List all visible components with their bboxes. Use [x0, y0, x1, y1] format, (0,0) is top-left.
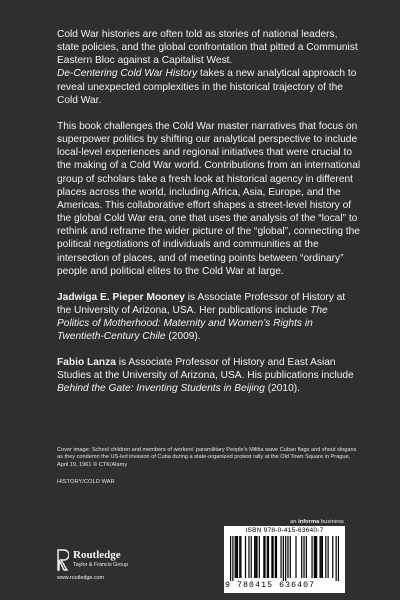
- barcode-bar: [322, 536, 323, 578]
- barcode-bar: [285, 536, 286, 581]
- barcode-bar: [272, 536, 273, 578]
- publisher-group: Taylor & Francis Group: [73, 562, 129, 568]
- bio-text: is Associate Professor of History at the University of Arizona, USA. Her publications include: [57, 291, 346, 316]
- barcode-bar: [306, 536, 307, 578]
- barcode-bar: [248, 536, 249, 578]
- barcode-bar: [267, 536, 268, 578]
- publisher-name: Routledge: [73, 549, 121, 561]
- barcode-bar: [311, 536, 312, 578]
- barcode-bar: [295, 536, 296, 578]
- barcode-bar: [319, 536, 320, 578]
- barcode-bar: [232, 536, 233, 581]
- barcode-bar: [314, 536, 315, 578]
- barcode-bar: [236, 536, 237, 578]
- barcode-bar: [287, 536, 288, 578]
- barcode-bar: [240, 536, 241, 578]
- blurb-text: Cold War histories are often told as stories of national leaders, state policies, and the global confrontation that pitted a Communist Eastern Bloc against a Capitalist West.: [57, 29, 358, 67]
- barcode-bar: [325, 536, 326, 578]
- editor-name: Fabio Lanza: [57, 357, 116, 369]
- barcode-digits: 9 780415 636407: [225, 581, 316, 590]
- barcode-bar: [264, 536, 265, 578]
- barcode-bar: [321, 536, 322, 578]
- barcode-bar: [237, 536, 238, 578]
- subject-category: HISTORY/COLD WAR: [57, 479, 115, 485]
- barcode-bar: [256, 536, 257, 578]
- barcode-bar: [245, 536, 246, 578]
- cover-image-caption: Cover image: School children and members of workers’ paramilitary People’s Militia wave Cuban flags and shout slogans as they condemn the US-led invasion of Cuba during a state-organized protest rally at the Old Town Square in Prague, April 19, 1961 © CTK/Alamy: [57, 447, 357, 468]
- publisher-url: www.routledge.com: [57, 575, 105, 581]
- barcode-bar: [283, 536, 284, 581]
- barcode-bar: [251, 536, 252, 578]
- editor-bio-1: [57, 291, 362, 343]
- barcode-bars: [230, 536, 339, 581]
- barcode-bar: [254, 536, 255, 578]
- editor-book-title: The Politics of Motherhood: Maternity and Women’s Rights in Twentieth-Century Chile: [57, 304, 328, 343]
- bio-text: (2010).: [264, 383, 300, 395]
- editor-name: Jadwiga E. Pieper Mooney: [57, 291, 185, 303]
- routledge-r-icon: [57, 549, 69, 571]
- barcode-bar: [276, 536, 277, 578]
- barcode-bar: [230, 536, 231, 581]
- barcode-bar: [271, 536, 272, 578]
- book-title: De-Centering Cold War History: [57, 68, 198, 80]
- bio-text: is Associate Professor of History and East Asian Studies at the University of Arizona, USA. His publications include: [57, 357, 354, 382]
- barcode-bar: [332, 536, 333, 578]
- blurb-paragraph-1: [57, 28, 362, 107]
- barcode-bar: [275, 536, 276, 578]
- blurb-section: [57, 28, 362, 408]
- barcode-bar: [316, 536, 317, 578]
- editor-bio-2: [57, 356, 362, 395]
- barcode-bar: [259, 536, 260, 578]
- bio-text: (2009).: [165, 331, 201, 343]
- barcode-bar: [263, 536, 264, 578]
- barcode-bar: [239, 536, 240, 578]
- barcode-bar: [336, 536, 337, 581]
- barcode-bar: [315, 536, 316, 578]
- barcode-bar: [255, 536, 256, 578]
- barcode-bar: [268, 536, 269, 578]
- publisher-logo: [57, 549, 153, 583]
- barcode-bar: [338, 536, 339, 581]
- isbn-barcode: [224, 526, 345, 593]
- isbn-label: ISBN 978-0-415-63640-7: [245, 527, 324, 534]
- barcode-bar: [328, 536, 329, 578]
- barcode-bar: [290, 536, 291, 578]
- editor-book-title: Behind the Gate: Inventing Students in Beijing: [57, 383, 265, 395]
- informa-business-label: an informa business: [290, 519, 344, 525]
- blurb-paragraph-2: This book challenges the Cold War master narratives that focus on superpower politics by shifting our analytical perspective to include local-level experiences and regional initiatives that were crucial to the making of a Cold War world. Contributions from an international group of scholars take a fresh look at historical agency in different places across the world, including Africa, Asia, Europe, and the Americas. This collaborative effort shapes a street-level history of the global Cold War era, one that uses the analysis of the “local” to rethink and reframe the wider picture of the “global”, connecting the political negotiations of individuals and communities at the intersection of places, and of meeting points between “ordinary” people and political elites to the Cold War at large.: [57, 120, 361, 277]
- barcode-bar: [301, 536, 302, 578]
- barcode-bar: [303, 536, 304, 578]
- barcode-bar: [280, 536, 281, 578]
- blurb-text: takes a new analytical approach to reveal unexpected complexities in the historical trajectory of the Cold War.: [57, 68, 357, 106]
- barcode-bar: [235, 536, 236, 578]
